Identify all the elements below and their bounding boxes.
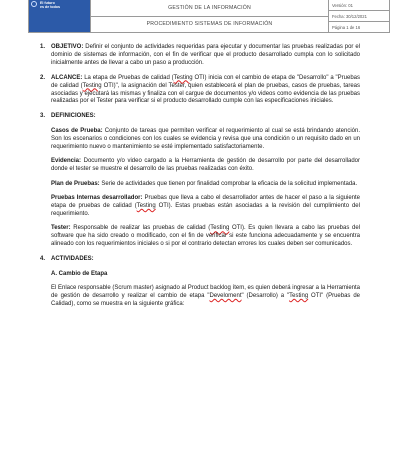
section-alcance: 2. ALCANCE: La etapa de Pruebas de calidad (Testing OTI) inicia con el cambio de etapa de "Desarrollo" a "Pruebas de calidad (Testing OTI)", la asignación del Tester, quien establecerá el plan de pruebas, casos de pruebas, tareas asociadas y ejecutará las mismas y finaliza con el cargue de documentos y/o videos como evidencia de las pruebas realizadas por el Tester para verificar si el producto desarrollado cumple con las especificaciones iniciales. <box>40 74 360 105</box>
section-objetivo: 1. OBJETIVO: Definir el conjunto de actividades requeridas para ejecutar y documentar las pruebas realizadas por el dominio de sistemas de información, con el fin de verificar que el producto desarrollado cumpla con lo solicitado inicialmente antes de llevar a cabo un paso a producción. <box>40 44 361 66</box>
document-body <box>40 44 360 315</box>
government-logo <box>29 0 91 32</box>
alcance-label: ALCANCE: <box>51 74 83 81</box>
definiciones-label: DEFINICIONES: <box>51 113 96 120</box>
definition-evidencia: Evidencia: Documento y/o video cargado a la Herramienta de gestión de desarrollo por parte del desarrollador donde el tester se muestre el desarrollo de las pruebas realizadas con éxito. <box>51 158 360 173</box>
definition-tester: Tester: Responsable de realizar las pruebas de calidad (Testing OTI). Es quien llevara a cabo las pruebas del software que ha sido creado o modificado, con el fin de verificar si este funciona adecuadamente y se encuentra alineado con los requerimientos iniciales o si por el contrario detectan errores los cuales deben ser comunicados. <box>51 225 361 248</box>
definition-pruebas-internas: Pruebas Internas desarrollador: Pruebas que lleva a cabo el desarrollador antes de hacer el paso a la siguiente etapa de pruebas de calidad (Testing OTI). Estas pruebas están asociadas a la revisión del cumplimiento del requerimiento. <box>51 195 361 217</box>
cambio-de-etapa-text: El Enlace responsable (Scrum master) asignado al Product backlog ítem, es quien deberá ingresar a la Herramienta de gestión de desarrollo y realizar el cambio de etapa "Develoment" (Desarrollo) a "Testing OTI" (Pruebas de Calidad), como se muestra en la siguiente gráfica: <box>51 284 360 307</box>
definitions-list <box>40 128 360 249</box>
section-definiciones-heading: 3. DEFINICIONES: <box>40 113 96 120</box>
subsection-cambio-de-etapa: A. Cambio de Etapa <box>51 270 108 277</box>
document-header-table <box>28 0 390 33</box>
logo-line-1: El futuro <box>40 1 55 5</box>
version-cell: Versión: 01 <box>332 2 353 8</box>
date-cell: Fecha: 30/12/2021 <box>329 10 389 21</box>
definition-plan-de-pruebas: Plan de Pruebas: Serie de actividades que tienen por finalidad comprobar la eficacia de la solicitud implementada. <box>51 180 358 187</box>
objetivo-label: OBJETIVO: <box>51 44 84 50</box>
page-cell: Página 1 de 16 <box>329 21 389 32</box>
logo-line-2: es de todos <box>40 5 60 9</box>
actividades-label: ACTIVIDADES: <box>51 255 94 262</box>
process-title: GESTIÓN DE LA INFORMACIÓN <box>91 0 328 17</box>
procedure-title: PROCEDIMIENTO SISTEMAS DE INFORMACIÓN <box>146 21 273 28</box>
section-actividades-heading: 4. ACTIVIDADES: <box>40 255 94 262</box>
objetivo-text: Definir el conjunto de actividades requeridas para ejecutar y documentar las pruebas realizadas por el dominio de sistemas de información, con el fin de verificar que el producto desarrollado cumpla con lo solicitado inicialmente antes de llevar a cabo un paso a producción. <box>51 44 361 66</box>
definition-casos-de-prueba: Casos de Prueba: Conjunto de tareas que permiten verificar el requerimiento al cual se está brindando atención. Son los escenarios o condiciones con los cuales se evidencia y revisa que una condición o un requisito dado en un requerimiento nuevo o mantenimiento se esté implementado satisfactoriamente. <box>51 128 360 151</box>
seal-icon <box>31 1 37 7</box>
